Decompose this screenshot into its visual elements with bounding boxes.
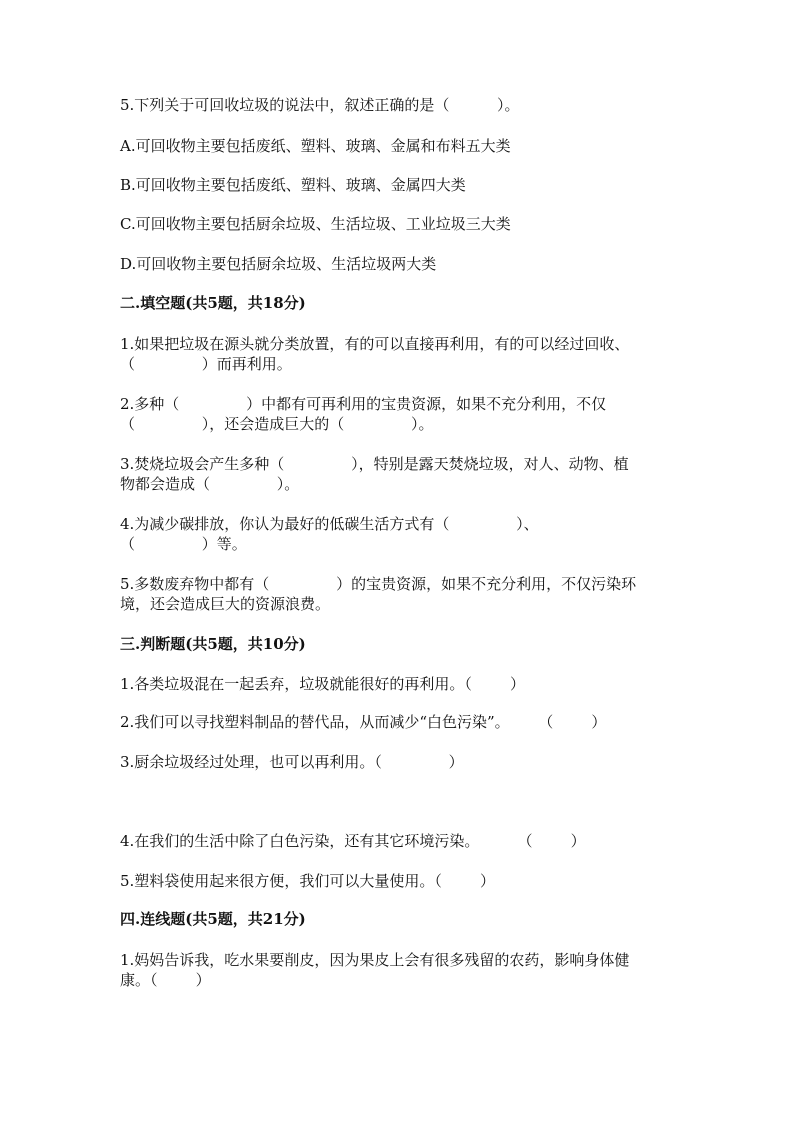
- true-false-5: 5.塑料袋使用起来很方便，我们可以大量使用。（ ）: [120, 872, 495, 890]
- true-false-2: 2.我们可以寻找塑料制品的替代品，从而减少“白色污染”。 （ ）: [120, 713, 607, 731]
- question-5-option-b: B.可回收物主要包括废纸、塑料、玻璃、金属四大类: [120, 176, 466, 194]
- fill-in-4-line-2: （ ）等。: [120, 535, 247, 553]
- fill-in-2-line-1: 2.多种（ ）中都有可再利用的宝贵资源，如果不充分利用，不仅: [120, 395, 607, 413]
- question-5-option-d: D.可回收物主要包括厨余垃圾、生活垃圾两大类: [120, 255, 437, 273]
- question-5-option-c: C.可回收物主要包括厨余垃圾、生活垃圾、工业垃圾三大类: [120, 215, 511, 233]
- question-5-option-a: A.可回收物主要包括废纸、塑料、玻璃、金属和布料五大类: [120, 137, 511, 155]
- fill-in-1-line-1: 1.如果把垃圾在源头就分类放置，有的可以直接再利用，有的可以经过回收、: [120, 335, 630, 353]
- fill-in-5-line-2: 境，还会造成巨大的资源浪费。: [120, 595, 331, 613]
- question-5-stem: 5.下列关于可回收垃圾的说法中，叙述正确的是（ ）。: [120, 96, 520, 114]
- fill-in-1-line-2: （ ）而再利用。: [120, 355, 292, 373]
- section-heading-matching: 四.连线题(共5题，共21分): [120, 910, 306, 928]
- true-false-4: 4.在我们的生活中除了白色污染，还有其它环境污染。 （ ）: [120, 832, 586, 850]
- section-heading-fill-in: 二.填空题(共5题，共18分): [120, 294, 306, 312]
- matching-1-line-2: 康。（ ）: [120, 971, 211, 989]
- true-false-1: 1.各类垃圾混在一起丢弃，垃圾就能很好的再利用。（ ）: [120, 675, 525, 693]
- matching-1-line-1: 1.妈妈告诉我，吃水果要削皮，因为果皮上会有很多残留的农药，影响身体健: [120, 951, 630, 969]
- fill-in-3-line-1: 3.焚烧垃圾会产生多种（ ），特别是露天焚烧垃圾，对人、动物、植: [120, 455, 629, 473]
- true-false-3: 3.厨余垃圾经过处理，也可以再利用。（ ）: [120, 753, 464, 771]
- fill-in-5-line-1: 5.多数废弃物中都有（ ）的宝贵资源，如果不充分利用，不仅污染环: [120, 575, 637, 593]
- fill-in-3-line-2: 物都会造成（ ）。: [120, 475, 300, 493]
- section-heading-true-false: 三.判断题(共5题，共10分): [120, 635, 306, 653]
- fill-in-4-line-1: 4.为减少碳排放，你认为最好的低碳生活方式有（ ）、: [120, 515, 539, 533]
- fill-in-2-line-2: （ ），还会造成巨大的（ ）。: [120, 415, 434, 433]
